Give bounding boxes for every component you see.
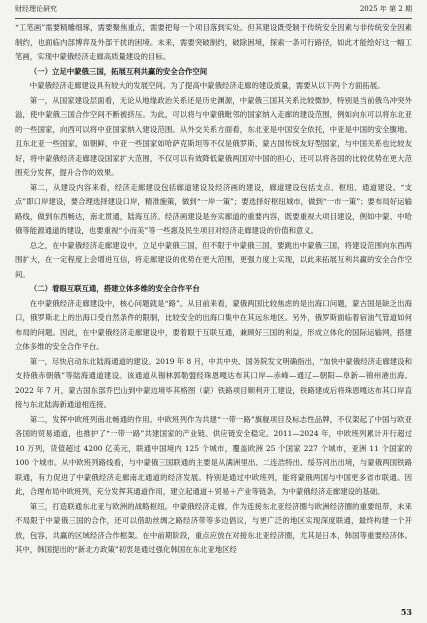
paragraph: 中蒙俄经济走廊建设具有较大的发展空间。为了提高中蒙俄经济走廊的建设质量，需要从以下两个方面拓展。 — [29, 81, 385, 90]
paragraph: 第一，尽快启动东北陆海通道的建设。2019 年 8 月，中共中央、国务院发文明确指出，“加快中蒙俄经济走廊建设和支持俄赤朝俄”等陆海通道建设。该通道从锡林郭勒盟经珠恩嘎达布其口岸—赤峰—通辽—朝阳—阜新—锦州港出海。2022 年 7 月，蒙古国东部乔巴山到中蒙边境毕其格图（蒙）铁路项目顺利开工建设，铁路建成后将珠恩嘎达布其口岸直接与东北陆海新通道相连接。 — [15, 356, 412, 409]
journal-title: 财经理论研究 — [15, 5, 57, 13]
article-body — [15, 19, 412, 558]
paragraph: “工笔画”需要精雕细琢，需要聚焦重点，需要把每一个项目落到实处。但其建设既受制于传统安全因素与非传统安全因素制约，也面临内部博弈及外部干扰的困境。未来，需要突破制约，破除困境，探索一条可行路径，如此才能绘好这一幅工笔画，实现中蒙俄经济走廊高质量建设的目标。 — [15, 23, 412, 61]
paragraph: 第二，从建设内容来看，经济走廊建设包括廊道建设及经济画的建设，廊道建设包括支点、枢纽、通道建设。“支点”即口岸建设，要合理选择建设口岸，精准施策，做到“一岸一策”；要选择好枢纽城市，做到“一市一策”；要布局好运输路线，做到东西畅达，南北贯通，陆海互济。经济画建设是夯实廊道的重要内容，既要重视大项目建设，例如中蒙、中哈俄等能源通道的建设，也要重视“小而美”等一些惠及民生项目对经济走廊建设的价值和意义。 — [15, 182, 412, 235]
page-number: 53 — [400, 607, 412, 617]
paragraph: 总之，在中蒙俄经济走廊建设中，立足中蒙俄三国，但不限于中蒙俄三国，要跳出中蒙俄三国，将建设范围向东西两围扩大，在一定程度上会增进互信，将走廊建设的优势在更大范围，更强力度上实现，以此来拓展互利共赢的安全合作空间。 — [15, 240, 412, 279]
section-heading: （二）着眼互联互通，搭建立体多维的安全合作平台 — [29, 284, 200, 293]
paragraph: 第三，打造联通东北亚与欧洲的战略枢纽。中蒙俄经济走廊，作为连接东北亚经济圈与欧洲经济圈的重要纽带，未来不局限于中蒙俄三国的合作，还可以借助丝绸之路经济带等多边倡议，与更广泛的地区实现深度联通，最终构建一个开放，包容，共赢的区域经济合作框架。在中前期阶段，重点应放在对接东北亚经济圈，尤其是日本，韩国等重要经济体。其中，韩国提出的“新北方政策”初衷是通过强化韩国在东北亚地区经 — [15, 501, 412, 554]
paragraph: 第二，发挥中欧班列南北畅通的作用。中欧班列作为共建“一带一路”旗舰项目及标志性品牌，不仅架起了中国与欧亚各国的贸易通道，也推护了“一带一路”共建国家的产业链、供应链安全稳定。2011—2024 年，中欧班列累计开行超过 10 万列，货值超过 4200 亿美元，联通中国境内 125 个城市，覆盖欧洲 25 个国家 227 个城市，亚洲 11 个国家的 100 个城市。从中欧班列路线看，与中蒙俄三国联通的主要是从满洲里出、二连浩特出、绥芬河出出境，与蒙俄两国铁路联通，有力促进了中蒙俄经济走廊南北通道的经济发展。特别是通过中欧班列，能将蒙俄两国与中国更多省市联通。因此，合理布局中欧班列，充分发挥其通道作用，建立起通道＋贸易＋产业等链条，为中蒙俄经济走廊建设的基础。 — [15, 414, 412, 496]
section-heading: （一）立足中蒙俄三国，拓展互利共赢的安全合作空间 — [29, 66, 208, 76]
paragraph: 第一，从国家建设层面看，无论从地缘政治关系还是历史渊源，中蒙俄三国其关系比较微妙，特别是当前俄乌冲突外溢，使中蒙俄三国合作空间不断被挤压。为此，可以将与中蒙俄毗邻的国家纳入走廊的建设范围，例如向东可以将东北亚的一些国家，向西可以将中亚国家纳入建设范围。从外交关系方面看，东北亚是中国安全依托，中亚是中国的安全腹地。且东北亚一些国家，如朝鲜，中亚一些国家如哈萨克斯坦等不仅是俄罗斯、蒙古国传统友好型国家，与中国关系也比较友好，将中蒙俄经济走廊建设国家扩大范围，不仅可以有效降低蒙俄两国对中国的担心，还可以将各国的比较优势在更大范围充分发挥，提升合作的效果。 — [15, 95, 412, 177]
paragraph: 在中蒙俄经济走廊建设中，核心问题就是“路”。从目前来看，蒙俄两国比较焦虑的是出海口问题，蒙古国是缺乏出海口，俄罗斯北上的出海口受自然条件的限制，比较安全的出海口集中在其远东地区。另外，俄罗斯面临着宿油气管道如何布局的问题。因此，在中蒙俄经济走廊建设中，要着眼于互联互通，兼顾好三国的利益，形成立体化的国际运输网，搭建立体多维的安全合作平台。 — [15, 298, 412, 351]
issue-info: 2025 年 第 2 期 — [359, 5, 412, 13]
running-header — [15, 0, 412, 19]
